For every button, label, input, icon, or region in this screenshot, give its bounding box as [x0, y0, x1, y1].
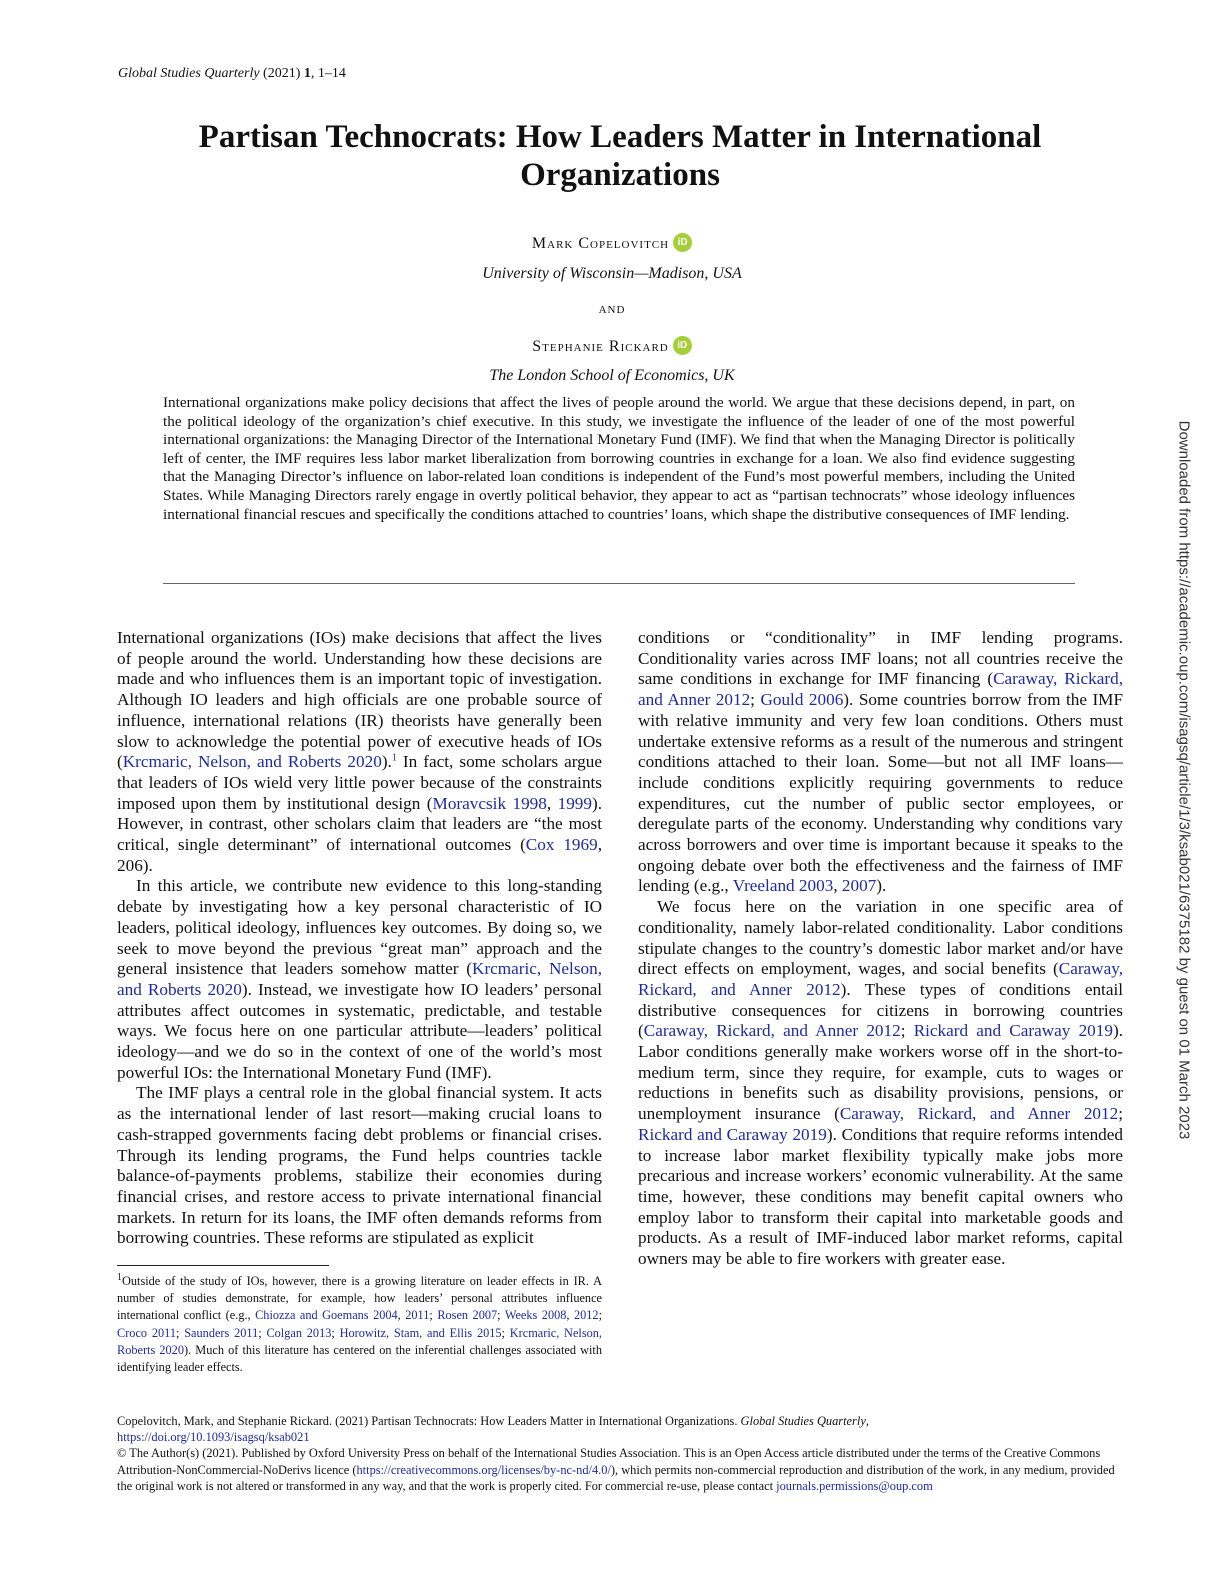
- citation-link[interactable]: Krcmaric, Nelson, and Roberts 2020: [122, 752, 382, 772]
- citation-block: Copelovitch, Mark, and Stephanie Rickard. (2021) Partisan Technocrats: How Leaders Matter in International Organizations. Global Studies Quarterly, https://doi.org/10.1093/isagsq/ksab021 © The Author(s) (2021). Published by Oxford University Press on behalf of the International Studies Association. This is an Open Access article distributed under the terms of the Creative Commons Attribution-NonCommercial-NoDerivs licence (https://creativecommons.org/licenses/by-nc-nd/4.0/), which permits non-commercial reproduction and distribution of the work, in any medium, provided the original work is not altered or transformed in any way, and that the work is properly cited. For commercial re-use, please contact journals.permissions@oup.com: [117, 1414, 1115, 1493]
- citation-link[interactable]: Rosen 2007: [437, 1308, 498, 1323]
- journal-name: Global Studies Quarterly: [118, 66, 260, 81]
- citation-link[interactable]: Rickard and Caraway 2019: [913, 1021, 1113, 1041]
- body-paragraph-3: conditions or “conditionality” in IMF lending programs. Conditionality varies across IMF loans; not all countries receive the same conditions in exchange for IMF financing (Caraway, Rickard, and Anner 2012; Gould 2006). Some countries borrow from the IMF with relative immunity and very few loan conditions. Others must undertake extensive reforms as a result of the numerous and stringent conditions attached to their loan. Some—but not all IMF loans—include conditions explicitly requiring governments to reduce expenditures, cut the number of public sector employees, or deregulate parts of the economy. Understanding why conditions vary across borrowers and over time is important because it speaks to the ongoing debate over both the effectiveness and the fairness of IMF lending (e.g., Vreeland 2003, 2007).: [638, 628, 1124, 896]
- doi-link[interactable]: https://doi.org/10.1093/isagsq/ksab021: [117, 1430, 310, 1445]
- citation-link[interactable]: Weeks 2008: [504, 1308, 567, 1323]
- footnote-ref[interactable]: 1: [391, 752, 397, 764]
- journal-volume: 1: [303, 66, 311, 81]
- citation-link[interactable]: 2007: [841, 876, 877, 896]
- author-1: [0, 233, 1224, 253]
- citation-link[interactable]: Krcmaric, Nelson, Roberts 2020: [117, 1325, 602, 1357]
- journal-pages: , 1–14: [310, 66, 346, 81]
- author-name[interactable]: Stephanie Rickard: [532, 338, 669, 355]
- download-note: Downloaded from https://academic.oup.com/isagsq/article/1/3/ksab021/6375182 by guest on 01 March 2023: [1175, 420, 1193, 1140]
- author-2: [0, 336, 1224, 356]
- and-separator: AND: [598, 304, 626, 316]
- citation-link[interactable]: Rickard and Caraway 2019: [638, 1124, 827, 1144]
- license-link[interactable]: https://creativecommons.org/licenses/by-nc-nd/4.0/: [356, 1462, 611, 1477]
- article-title: Partisan Technocrats: How Leaders Matter in International Organizations: [198, 119, 1042, 193]
- footnote-1: $^1$Outside of the study of IOs, however, there is a growing literature on leader effects in IR. A number of studies demonstrate, for example, how leaders’ personal attributes influence international conflict (e.g., Chiozza and Goemans 2004, 2011; Rosen 2007; Weeks 2008, 2012; Croco 2011; Saunders 2011; Colgan 2013; Horowitz, Stam, and Ellis 2015; Krcmaric, Nelson, Roberts 2020). Much of this literature has centered on the inferential challenges associated with identifying leader effects.: [117, 1271, 602, 1375]
- body-paragraph-4: We focus here on the variation in one specific area of conditionality, namely labor-related conditionality. Labor conditions stipulate changes to the country’s domestic labor market and/or have direct effects on employment, wages, and social benefits (Caraway, Rickard, and Anner 2012). These types of conditions entail distributive consequences for citizens in borrowing countries (Caraway, Rickard, and Anner 2012; Rickard and Caraway 2019). Labor conditions generally make workers worse off in the short-to-medium term, since they require, for example, cuts to wages or reductions in benefits such as disability provisions, pensions, or unemployment insurance (Caraway, Rickard, and Anner 2012; Rickard and Caraway 2019). Conditions that require reforms intended to increase labor market flexibility typically make jobs more precarious and increase workers’ economic vulnerability. At the same time, however, these conditions may benefit capital owners who employ labor to transform their capital into marketable goods and products. As a result of IMF-induced labor market reforms, capital owners may be able to fire workers with greater ease.: [638, 897, 1123, 1269]
- citation-link[interactable]: Krcmaric, Nelson, and Roberts 2020: [117, 959, 602, 999]
- citation-journal: Global Studies Quarterly: [740, 1414, 866, 1428]
- citation-link[interactable]: Moravcsik 1998: [432, 793, 547, 813]
- author-2-affiliation: The London School of Economics, UK: [489, 367, 735, 384]
- footnote-divider: [117, 1265, 329, 1266]
- permissions-email-link[interactable]: journals.permissions@oup.com: [776, 1478, 933, 1493]
- footnote-number: 1: [117, 1271, 122, 1283]
- citation-link[interactable]: Saunders 2011: [184, 1325, 259, 1340]
- orcid-icon[interactable]: iD: [673, 336, 692, 355]
- orcid-icon[interactable]: iD: [673, 233, 692, 252]
- citation-link[interactable]: Croco 2011: [117, 1325, 176, 1340]
- body-paragraph-2: In this article, we contribute new evidence to this long-standing debate by investigating how a key personal characteristic of IO leaders, political ideology, influences key outcomes. By doing so, we seek to move beyond the previous “great man” approach and the general insistence that leaders somehow matter (Krcmaric, Nelson, and Roberts 2020). Instead, we investigate how IO leaders’ personal attributes affect outcomes in systematic, predictable, and testable ways. We focus here on one particular attribute—leaders’ political ideology—and we do so in the context of one of the world’s most powerful IOs: the International Monetary Fund (IMF).: [117, 876, 602, 1082]
- author-name[interactable]: Mark Copelovitch: [531, 235, 670, 252]
- abstract-divider: [163, 583, 1075, 584]
- citation-link[interactable]: Caraway, Rickard, and Anner 2012: [643, 1021, 901, 1041]
- author-1-affiliation: University of Wisconsin—Madison, USA: [482, 265, 742, 282]
- citation-link[interactable]: Caraway, Rickard, and Anner 2012: [839, 1104, 1119, 1124]
- citation-link[interactable]: 2011: [405, 1308, 430, 1323]
- citation-link[interactable]: 1999: [557, 793, 592, 813]
- citation-link[interactable]: Vreeland 2003: [732, 876, 834, 896]
- citation-link[interactable]: Cox 1969: [525, 835, 598, 855]
- citation-link[interactable]: Gould 2006: [760, 690, 844, 710]
- citation-link[interactable]: Colgan 2013: [266, 1325, 332, 1340]
- abstract: International organizations make policy decisions that affect the lives of people around the world. We argue that these decisions depend, in part, on the political ideology of the organization’s chief executive. In this study, we investigate the influence of the leader of one of the most powerful international organizations: the Managing Director of the International Monetary Fund (IMF). We find that when the Managing Director is politically left of center, the IMF requires less labor market liberalization from borrowing countries in exchange for a loan. We also find evidence suggesting that the Managing Director’s influence on labor-related loan conditions is independent of the Fund’s most powerful members, including the United States. While Managing Directors rarely engage in overtly political behavior, they appear to act as “partisan technocrats” whose ideology influences international financial rescues and specifically the conditions attached to countries’ loans, which shape the distributive consequences of IMF lending.: [163, 394, 1075, 523]
- citation-link[interactable]: Horowitz, Stam, and Ellis 2015: [339, 1325, 502, 1340]
- body-paragraph-1: International organizations (IOs) make decisions that affect the lives of people around the world. Understanding how these decisions are made and who influences them is an important topic of investigation. Although IO leaders and high officials are one probable source of influence, international relations (IR) theorists have generally been slow to acknowledge the potential power of executive heads of IOs (Krcmaric, Nelson, and Roberts 2020).$^1$ In fact, some scholars argue that leaders of IOs wield very little power because of the constraints imposed upon them by institutional design (Moravcsik 1998, 1999). However, in contrast, other scholars claim that leaders are “the most critical, single determinant” of international outcomes (Cox 1969, 206).: [117, 628, 602, 875]
- citation-link[interactable]: Caraway, Rickard, and Anner 2012: [638, 669, 1124, 710]
- citation-link[interactable]: Caraway, Rickard, and Anner 2012: [638, 959, 1123, 999]
- journal-year: (2021): [263, 66, 301, 81]
- running-head: [118, 65, 346, 83]
- citation-link[interactable]: 2012: [573, 1308, 599, 1323]
- citation-link[interactable]: Chiozza and Goemans 2004: [255, 1308, 398, 1323]
- body-column-left: [117, 628, 602, 1251]
- body-paragraph-3: The IMF plays a central role in the global financial system. It acts as the international lender of last resort—making crucial loans to cash-strapped governments facing debt problems or financial crises. Through its lending programs, the Fund helps countries tackle balance-of-payments problems, stabilize their economies during financial crises, and restore access to private international financial markets. In return for its loans, the IMF often demands reforms from borrowing countries. These reforms are stipulated as explicit: [117, 1083, 602, 1248]
- body-column-right: [638, 628, 1123, 1270]
